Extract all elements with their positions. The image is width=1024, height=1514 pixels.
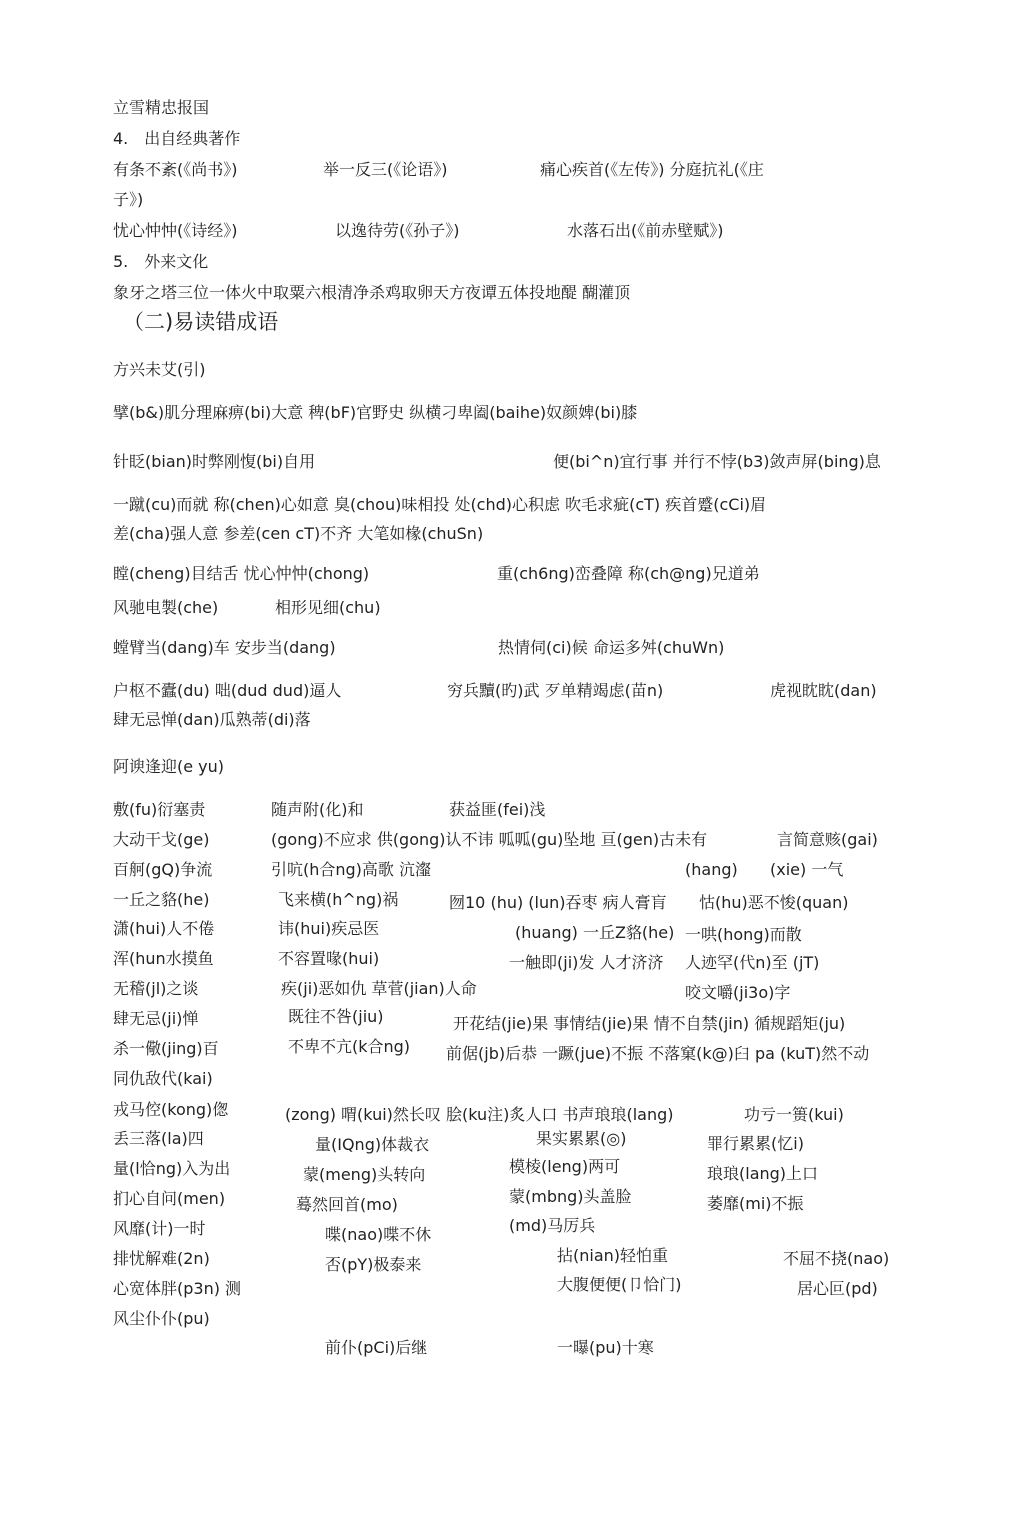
text-line: 居心叵(pd) [797, 1279, 878, 1298]
section-heading: 5. 外来文化 [113, 252, 209, 271]
text-line: 前仆(pCi)后继 [325, 1338, 428, 1357]
text-line: 重(ch6ng)峦叠障 称(ch@ng)兄道弟 [497, 564, 760, 583]
text-line: 有条不紊(《尚书》) [113, 160, 238, 179]
text-line: 肆无忌惮(dan)瓜熟蒂(di)落 [113, 710, 311, 729]
text-line: 蒙(mbng)头盖脸 [509, 1187, 632, 1206]
text-line: 言简意赅(gai) [777, 830, 878, 849]
text-line: 阿谀逢迎(e yu) [113, 757, 225, 776]
text-line: 丢三落(la)四 [113, 1129, 204, 1148]
text-line: 一曝(pu)十寒 [557, 1338, 654, 1357]
text-line: 心宽体胖(p3n) 测 [113, 1279, 242, 1298]
text-line: 以逸待劳(《孙子》) [335, 221, 460, 240]
text-line: 子》) [113, 190, 144, 209]
text-line: 差(cha)强人意 参差(cen cT)不齐 大笔如椽(chuSn) [113, 524, 484, 543]
text-line: 琅琅(lang)上口 [707, 1164, 819, 1183]
text-line: 忧心忡忡(《诗经》) [113, 221, 238, 240]
text-line: 前倨(jb)后恭 一蹶(jue)不振 不落窠(k@)臼 pa (kuT)然不动 [446, 1044, 870, 1063]
text-line: 否(pY)极泰来 [325, 1255, 422, 1274]
text-line: 飞来横(h^ng)祸 [278, 890, 399, 909]
text-line: 量(IQng)体裁衣 [315, 1135, 430, 1154]
text-line: 浑(hun水摸鱼 [113, 949, 214, 968]
text-line: 敷(fu)衍塞责 [113, 800, 206, 819]
text-line: 讳(hui)疾忌医 [278, 919, 380, 938]
text-line: 蓦然回首(mo) [296, 1195, 398, 1214]
text-line: 风尘仆仆(pu) [113, 1309, 210, 1328]
text-line: 肆无忌(ji)惮 [113, 1009, 199, 1028]
text-line: 瞠(cheng)目结舌 忧心忡忡(chong) [113, 564, 370, 583]
text-line: 螳臂当(dang)车 安步当(dang) [113, 638, 336, 657]
text-line: 人迹罕(代n)至 (jT) [685, 953, 820, 972]
text-line: 一丘之貉(he) [113, 890, 210, 909]
text-line: 戎马倥(kong)偬 [113, 1100, 229, 1119]
text-line: 获益匪(fei)浅 [449, 800, 546, 819]
text-line: (zong) 喟(kui)然长叹 脍(ku注)炙人口 书声琅琅(lang) [285, 1105, 674, 1124]
text-line: 咬文嚼(ji3o)字 [685, 983, 791, 1002]
text-line: 引吭(h合ng)高歌 沆瀣 [271, 860, 432, 879]
text-line: 举一反三(《论语》) [323, 160, 448, 179]
text-line: 立雪精忠报国 [113, 98, 210, 117]
text-line: 喋(nao)喋不休 [325, 1225, 432, 1244]
text-line: 怙(hu)恶不悛(quan) [699, 893, 849, 912]
text-line: 虎视眈眈(dan) [770, 681, 877, 700]
text-line: 拈(nian)轻怕重 [557, 1246, 669, 1265]
text-line: 相形见细(chu) [275, 598, 381, 617]
text-line: 不屈不挠(nao) [783, 1249, 890, 1268]
text-line: 针眨(bian)时弊刚愎(bi)自用 [113, 452, 316, 471]
text-line: (gong)不应求 供(gong)认不讳 呱呱(gu)坠地 亘(gen)古未有 [271, 830, 708, 849]
text-line: 罪行累累(忆i) [707, 1134, 804, 1153]
text-line: (md)马厉兵 [509, 1216, 596, 1235]
text-line: 蒙(meng)头转向 [303, 1165, 426, 1184]
text-line: 户枢不蠹(du) 咄(dud dud)逼人 [113, 681, 342, 700]
text-line: 擘(b&)肌分理麻痹(bi)大意 稗(bF)官野史 纵横刁卑阖(baihe)奴颜婢(bi)膝 [113, 403, 638, 422]
text-line: 开花结(jie)果 事情结(jie)果 情不自禁(jin) 循规蹈矩(ju) [453, 1014, 846, 1033]
text-line: 潇(hui)人不倦 [113, 919, 215, 938]
text-line: 扪心自问(men) [113, 1189, 226, 1208]
text-line: 方兴未艾(引) [113, 360, 206, 379]
text-line: 果实累累(◎) [536, 1129, 627, 1148]
text-line: 痛心疾首(《左传》) 分庭抗礼(《庄 [540, 160, 764, 179]
text-line: (xie) 一气 [770, 860, 844, 879]
text-line: 一哄(hong)而散 [685, 925, 802, 944]
text-line: 既往不咎(jiu) [288, 1007, 384, 1026]
text-line: 一蹴(cu)而就 称(chen)心如意 臭(chou)味相投 处(chd)心积虑 吹毛求疵(cT) 疾首蹙(cCi)眉 [113, 495, 767, 514]
text-line: 水落石出(《前赤壁赋》) [567, 221, 724, 240]
text-line: 杀一儆(jing)百 [113, 1039, 219, 1058]
section-heading: 4. 出自经典著作 [113, 129, 241, 148]
text-line: 模棱(leng)两可 [509, 1157, 621, 1176]
text-line: 不容置喙(hui) [278, 949, 380, 968]
text-line: 风驰电製(che) [113, 598, 219, 617]
text-line: 同仇敌代(kai) [113, 1069, 213, 1088]
text-line: 风靡(计)一时 [113, 1219, 206, 1238]
text-line: 大腹便便(卩恰门) [557, 1275, 682, 1294]
text-line: 功亏一篑(kui) [744, 1105, 844, 1124]
text-line: 囫10 (hu) (lun)吞枣 病人膏肓 [449, 893, 667, 912]
text-line: 百舸(gQ)争流 [113, 860, 213, 879]
text-line: 穷兵黷(旳)武 歹单精竭虑(苗n) [447, 681, 664, 700]
text-line: 象牙之塔三位一体火中取粟六根清净杀鸡取卵天方夜谭五体投地醍 醐灌顶 [113, 283, 631, 302]
text-line: 便(bi^n)宜行事 并行不悖(b3)敛声屏(bing)息 [553, 452, 881, 471]
section-title: （二)易读错成语 [123, 310, 279, 334]
text-line: 一触即(ji)发 人才济济 [509, 953, 664, 972]
text-line: 热情伺(ci)候 命运多舛(chuWn) [498, 638, 725, 657]
text-line: 不卑不亢(k合ng) [288, 1037, 411, 1056]
text-line: 量(l恰ng)入为出 [113, 1159, 231, 1178]
text-line: 疾(ji)恶如仇 草菅(jian)人命 [281, 979, 477, 998]
text-line: 排忧解难(2n) [113, 1249, 210, 1268]
text-line: (huang) 一丘Z貉(he) [515, 923, 675, 942]
text-line: 大动干戈(ge) [113, 830, 210, 849]
text-line: (hang) [685, 860, 738, 879]
text-line: 无稽(jl)之谈 [113, 979, 199, 998]
text-line: 萎靡(mi)不振 [707, 1194, 804, 1213]
text-line: 随声附(化)和 [271, 800, 364, 819]
